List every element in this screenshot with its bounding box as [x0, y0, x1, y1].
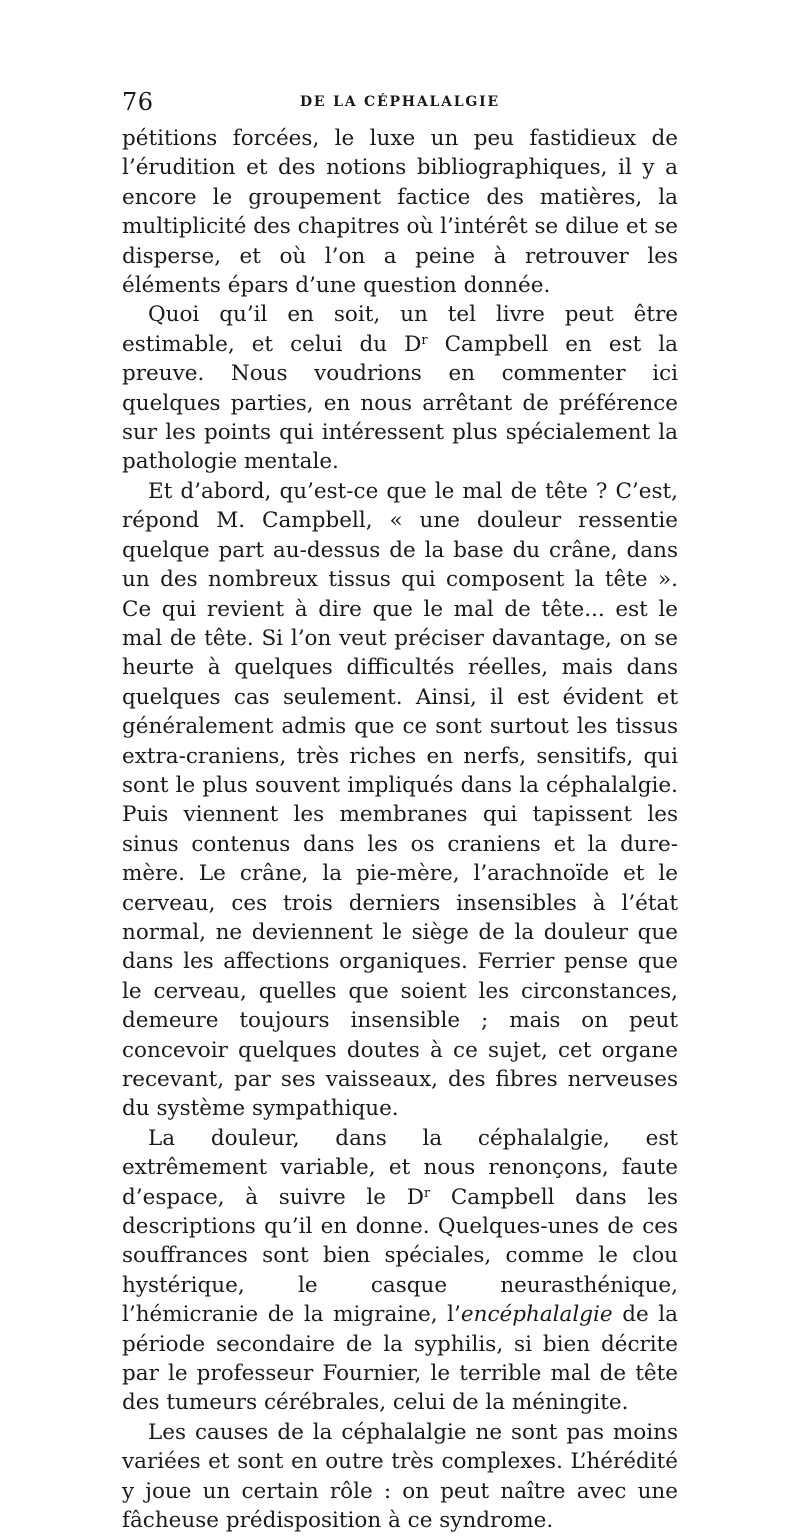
text-run: Quoi qu’il en soit, un tel livre peut être estimable, et celui du D [122, 302, 678, 357]
paragraph [122, 1124, 678, 1418]
paragraph [122, 300, 678, 476]
paragraph [122, 477, 678, 1124]
page-header [122, 88, 678, 118]
body-text [122, 124, 678, 1536]
text-run: de la période secondaire de la syphilis, si bien décrite par le professeur Fournier, le terrible mal de tête des tumeurs cérébrales, celui de la méningite. [122, 1302, 678, 1416]
text-run: Et d’abord, qu’est-ce que le mal de tête ? C’est, répond M. Campbell, « une douleur ressentie quelque part au-dessus de la base du crâne, dans un des nombreux tissus qui composent la tête ». Ce qui revient à dire que le mal de tête... est le mal de tête. Si l’on veut préciser davantage, on se heurte à quelques difficultés réelles, mais dans quelques cas seulement. Ainsi, il est évident et généralement admis que ce sont surtout les tissus extra-craniens, très riches en nerfs, sensitifs, qui sont le plus souvent impliqués dans la céphalalgie. Puis viennent les membranes qui tapissent les sinus contenus dans les os craniens et la dure-mère. Le crâne, la pie-mère, l’arachnoïde et le cerveau, ces trois derniers insensibles à l’état normal, ne deviennent le siège de la douleur que dans les affections organiques. Ferrier pense que le cerveau, quelles que soient les circonstances, demeure toujours insensible ; mais on peut concevoir quelques doutes à ce sujet, cet organe recevant, par ses vaisseaux, des fibres nerveuses du système sympathique. [122, 478, 678, 1122]
paragraph [122, 1418, 678, 1536]
paragraph [122, 124, 678, 300]
text-run: La douleur, dans la céphalalgie, est extrêmement variable, et nous renonçons, faute d’espace, à suivre le D [122, 1125, 678, 1210]
superscript: r [423, 1185, 431, 1201]
page-number: 76 [122, 88, 154, 116]
text-run: Les causes de la céphalalgie ne sont pas moins variées et sont en outre très complexes. L’hérédité y joue un certain rôle : on peut naître avec une fâcheuse prédisposition à ce syndrome. [122, 1419, 678, 1534]
text-run: pétitions forcées, le luxe un peu fastidieux de l’érudition et des notions bibliographiques, il y a encore le groupement factice des matières, la multiplicité des chapitres où l’intérêt se dilue et se disperse, et où l’on a peine à retrouver les éléments épars d’une question donnée. [122, 126, 678, 299]
text-run: Campbell en est la preuve. Nous voudrions en commenter ici quelques parties, en nous arrêtant de préférence sur les points qui intéressent plus spécialement la pathologie mentale. [122, 331, 678, 475]
running-head: DE LA CÉPHALALGIE [299, 94, 501, 110]
superscript: r [421, 332, 428, 348]
text-run: Campbell dans les descriptions qu’il en donne. Quelques-unes de ces souffrances sont bien spéciales, comme le clou hystérique, le casque neurasthénique, l’hémicranie de la migraine, l’ [122, 1184, 678, 1328]
italic-text: encéphalalgie [460, 1302, 613, 1328]
